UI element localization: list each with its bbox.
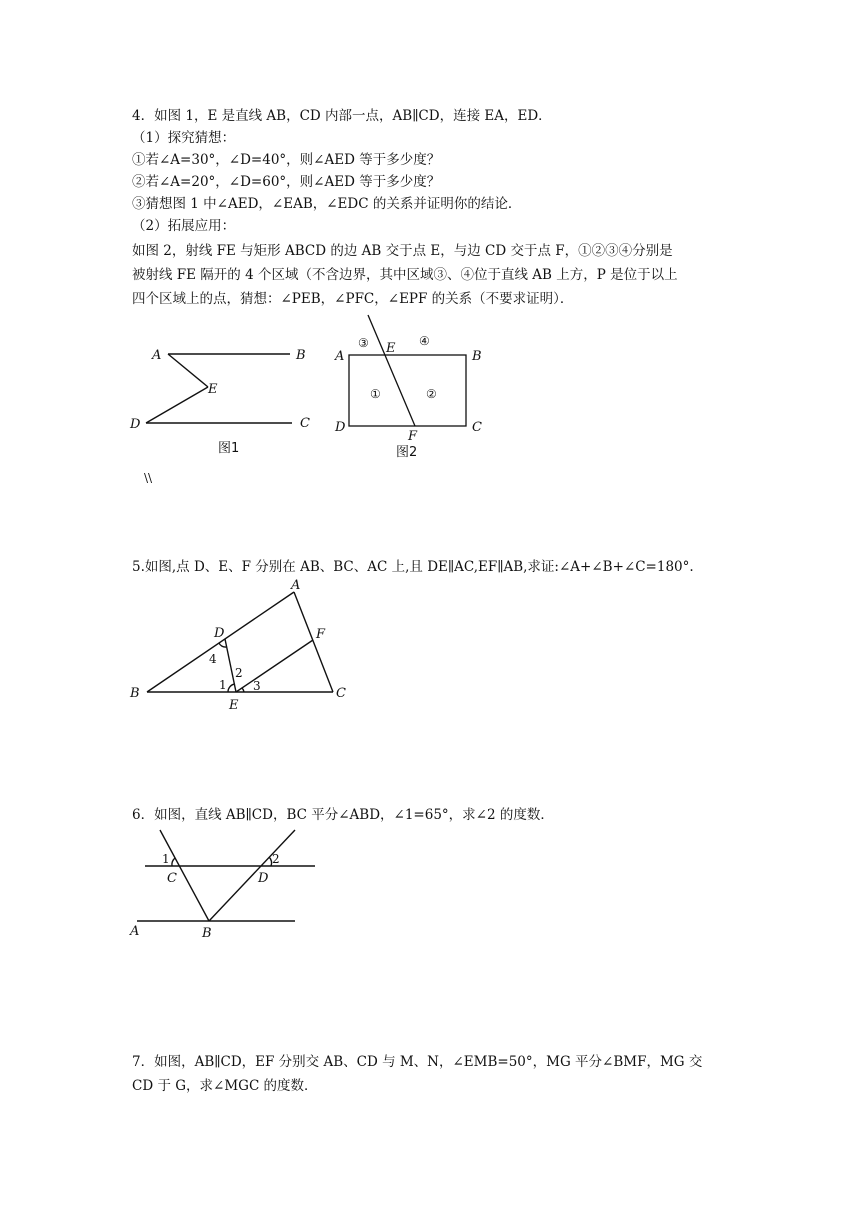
q5-figure bbox=[125, 575, 365, 715]
q4-part2-line1: 如图 2，射线 FE 与矩形 ABCD 的边 AB 交于点 E，与边 CD 交于点 F，①②③④分别是 bbox=[132, 243, 673, 259]
q4-part2-line2: 被射线 FE 隔开的 4 个区域（不含边界，其中区域③、④位于直线 AB 上方，P 是位于以上 bbox=[132, 267, 678, 283]
fig2-label-b: B bbox=[472, 349, 482, 364]
q4-stem: 4．如图 1，E 是直线 AB，CD 内部一点，AB∥CD，连接 EA，ED． bbox=[132, 108, 552, 124]
q4-item1: ①若∠A=30°，∠D=40°，则∠AED 等于多少度？ bbox=[132, 152, 441, 168]
fig1-caption: 图1 bbox=[218, 441, 240, 456]
q6-angle-1: 1 bbox=[162, 852, 170, 866]
fig1-label-d: D bbox=[130, 417, 141, 432]
q4-part2-title: （2）拓展应用： bbox=[132, 218, 236, 234]
fig1-label-c: C bbox=[300, 416, 310, 431]
fig2-region-2: ② bbox=[426, 387, 437, 401]
q7-stem-line1: 7．如图，AB∥CD，EF 分别交 AB、CD 与 M、N，∠EMB=50°，MG 平分∠BMF，MG 交 bbox=[132, 1054, 703, 1070]
fig2-label-c: C bbox=[472, 420, 482, 435]
fig1-label-b: B bbox=[296, 348, 306, 363]
q5-label-c: C bbox=[336, 686, 346, 701]
q6-angle-2: 2 bbox=[272, 852, 280, 866]
q5-label-d: D bbox=[214, 626, 225, 641]
fig2-label-f: F bbox=[408, 429, 418, 444]
fig2-label-a: A bbox=[335, 349, 345, 364]
q5-angle-1: 1 bbox=[219, 678, 227, 692]
q6-stem: 6．如图，直线 AB∥CD，BC 平分∠ABD，∠1=65°，求∠2 的度数． bbox=[132, 807, 554, 823]
fig2-region-4: ④ bbox=[419, 334, 430, 348]
q4-item2: ②若∠A=20°，∠D=60°，则∠AED 等于多少度？ bbox=[132, 174, 441, 190]
fig2-caption: 图2 bbox=[396, 445, 418, 460]
q4-item3: ③猜想图 1 中∠AED，∠EAB，∠EDC 的关系并证明你的结论． bbox=[132, 196, 522, 212]
fig2-region-3: ③ bbox=[358, 336, 369, 350]
q5-line-ef bbox=[236, 640, 313, 692]
fig2-label-d: D bbox=[335, 420, 346, 435]
q5-stem: 5.如图,点 D、E、F 分别在 AB、BC、AC 上,且 DE∥AC,EF∥AB,求证:∠A+∠B+∠C=180°. bbox=[132, 559, 694, 575]
q6-label-d: D bbox=[258, 871, 269, 886]
fig1-line-ae bbox=[168, 354, 208, 387]
q4-part2-line3: 四个区域上的点，猜想：∠PEB，∠PFC，∠EPF 的关系（不要求证明）． bbox=[132, 291, 574, 307]
fig2-ray-fe bbox=[368, 315, 415, 426]
q5-label-e: E bbox=[229, 698, 239, 713]
q6-line-bd bbox=[209, 830, 295, 921]
fig1-label-e: E bbox=[208, 382, 218, 397]
fig1-line-ed bbox=[146, 387, 208, 423]
stray-marks: \\ bbox=[144, 471, 153, 485]
q7-stem-line2: CD 于 G，求∠MGC 的度数． bbox=[132, 1078, 318, 1094]
q5-angle-3: 3 bbox=[253, 679, 261, 693]
q5-label-a: A bbox=[291, 578, 301, 593]
q5-label-b: B bbox=[130, 686, 140, 701]
q5-line-ba bbox=[147, 592, 294, 692]
q4-figure-2 bbox=[330, 310, 500, 460]
q4-part1-title: （1）探究猜想： bbox=[132, 130, 236, 146]
q5-label-f: F bbox=[316, 627, 326, 642]
fig1-label-a: A bbox=[152, 348, 162, 363]
fig2-region-1: ① bbox=[370, 387, 381, 401]
q6-label-c: C bbox=[167, 871, 177, 886]
q6-label-b: B bbox=[202, 926, 212, 941]
q5-angle-4: 4 bbox=[209, 652, 217, 666]
q6-angle-arc-1 bbox=[172, 858, 175, 866]
fig2-label-e: E bbox=[386, 341, 396, 356]
q5-angle-arc-d bbox=[219, 643, 226, 647]
q5-line-ac bbox=[294, 592, 333, 692]
q5-angle-2: 2 bbox=[235, 666, 243, 680]
q6-label-a: A bbox=[130, 924, 140, 939]
fig2-rectangle bbox=[349, 355, 466, 426]
q4-figure-1 bbox=[120, 335, 330, 465]
q6-figure bbox=[125, 825, 325, 945]
